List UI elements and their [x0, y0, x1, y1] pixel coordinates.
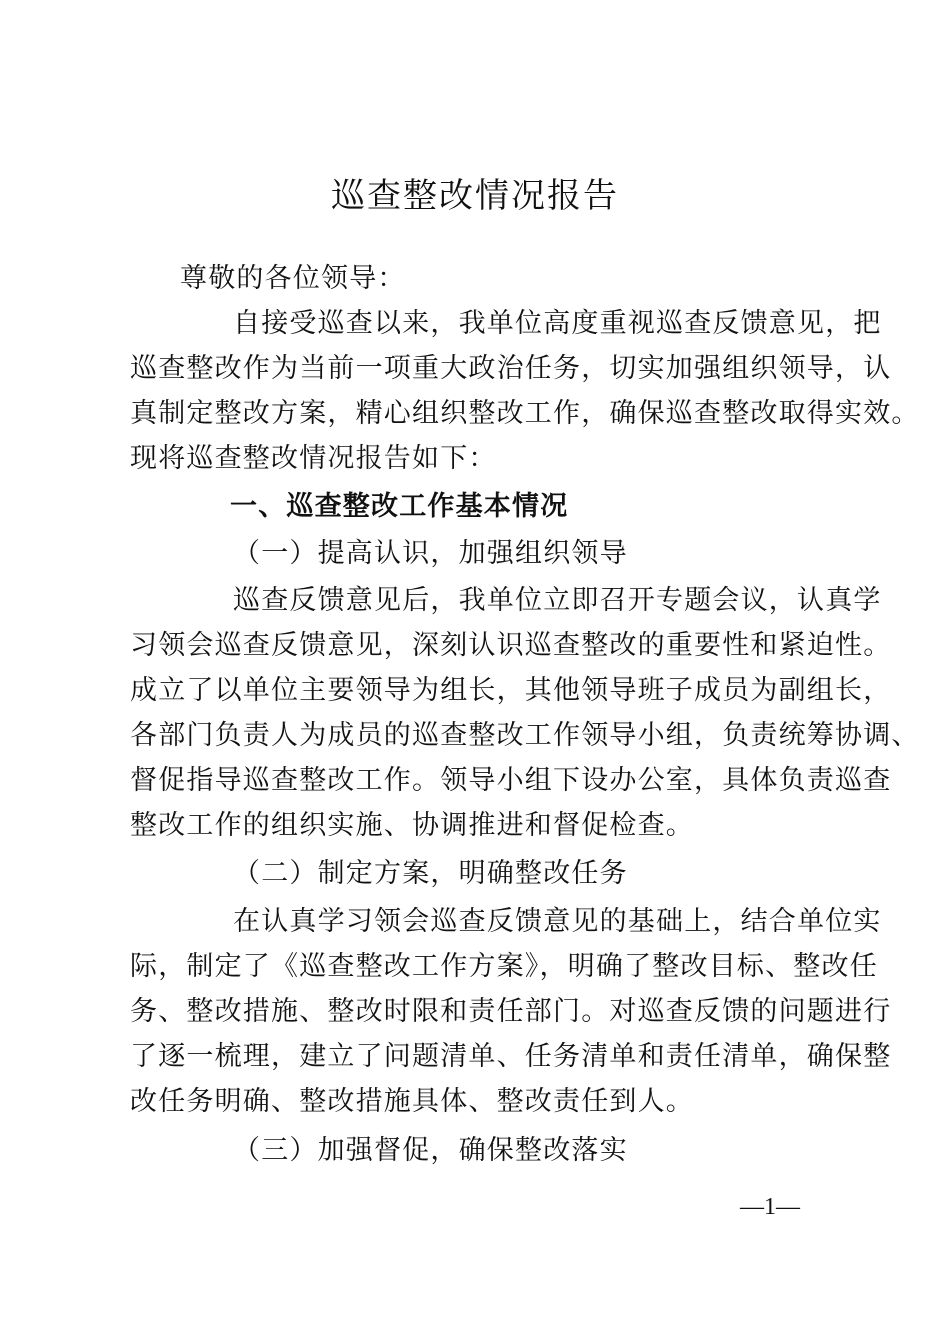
paragraph-line: 改任务明确、整改措施具体、整改责任到人。: [130, 1086, 694, 1117]
paragraph-line: 习领会巡查反馈意见，深刻认识巡查整改的重要性和紧迫性。: [130, 630, 892, 661]
paragraph-line: 各部门负责人为成员的巡查整改工作领导小组，负责统筹协调、: [130, 720, 920, 751]
paragraph-line: 督促指导巡查整改工作。领导小组下设办公室，具体负责巡查: [130, 765, 892, 796]
section-1-heading: 一、巡查整改工作基本情况: [230, 491, 569, 522]
intro-line: 真制定整改方案，精心组织整改工作，确保巡查整改取得实效。: [130, 398, 920, 429]
paragraph-line: 巡查反馈意见后，我单位立即召开专题会议，认真学: [233, 585, 882, 616]
page-number: —1—: [740, 1194, 800, 1220]
paragraph-line: 整改工作的组织实施、协调推进和督促检查。: [130, 810, 694, 841]
paragraph-line: 际，制定了《巡查整改工作方案》，明确了整改目标、整改任: [130, 951, 878, 982]
intro-line: 巡查整改作为当前一项重大政治任务，切实加强组织领导，认: [130, 353, 892, 384]
intro-line: 自接受巡查以来，我单位高度重视巡查反馈意见，把: [233, 308, 882, 339]
paragraph-line: 在认真学习领会巡查反馈意见的基础上，结合单位实: [233, 906, 882, 937]
subsection-3-heading: （三）加强督促，确保整改落实: [233, 1135, 628, 1166]
salutation: 尊敬的各位领导：: [180, 263, 406, 294]
page-title: 巡查整改情况报告: [331, 176, 619, 216]
subsection-2-heading: （二）制定方案，明确整改任务: [233, 858, 628, 889]
subsection-1-heading: （一）提高认识，加强组织领导: [233, 538, 628, 569]
paragraph-line: 了逐一梳理，建立了问题清单、任务清单和责任清单，确保整: [130, 1041, 892, 1072]
paragraph-line: 成立了以单位主要领导为组长，其他领导班子成员为副组长，: [130, 675, 892, 706]
intro-line: 现将巡查整改情况报告如下：: [130, 443, 497, 474]
paragraph-line: 务、整改措施、整改时限和责任部门。对巡查反馈的问题进行: [130, 996, 892, 1027]
